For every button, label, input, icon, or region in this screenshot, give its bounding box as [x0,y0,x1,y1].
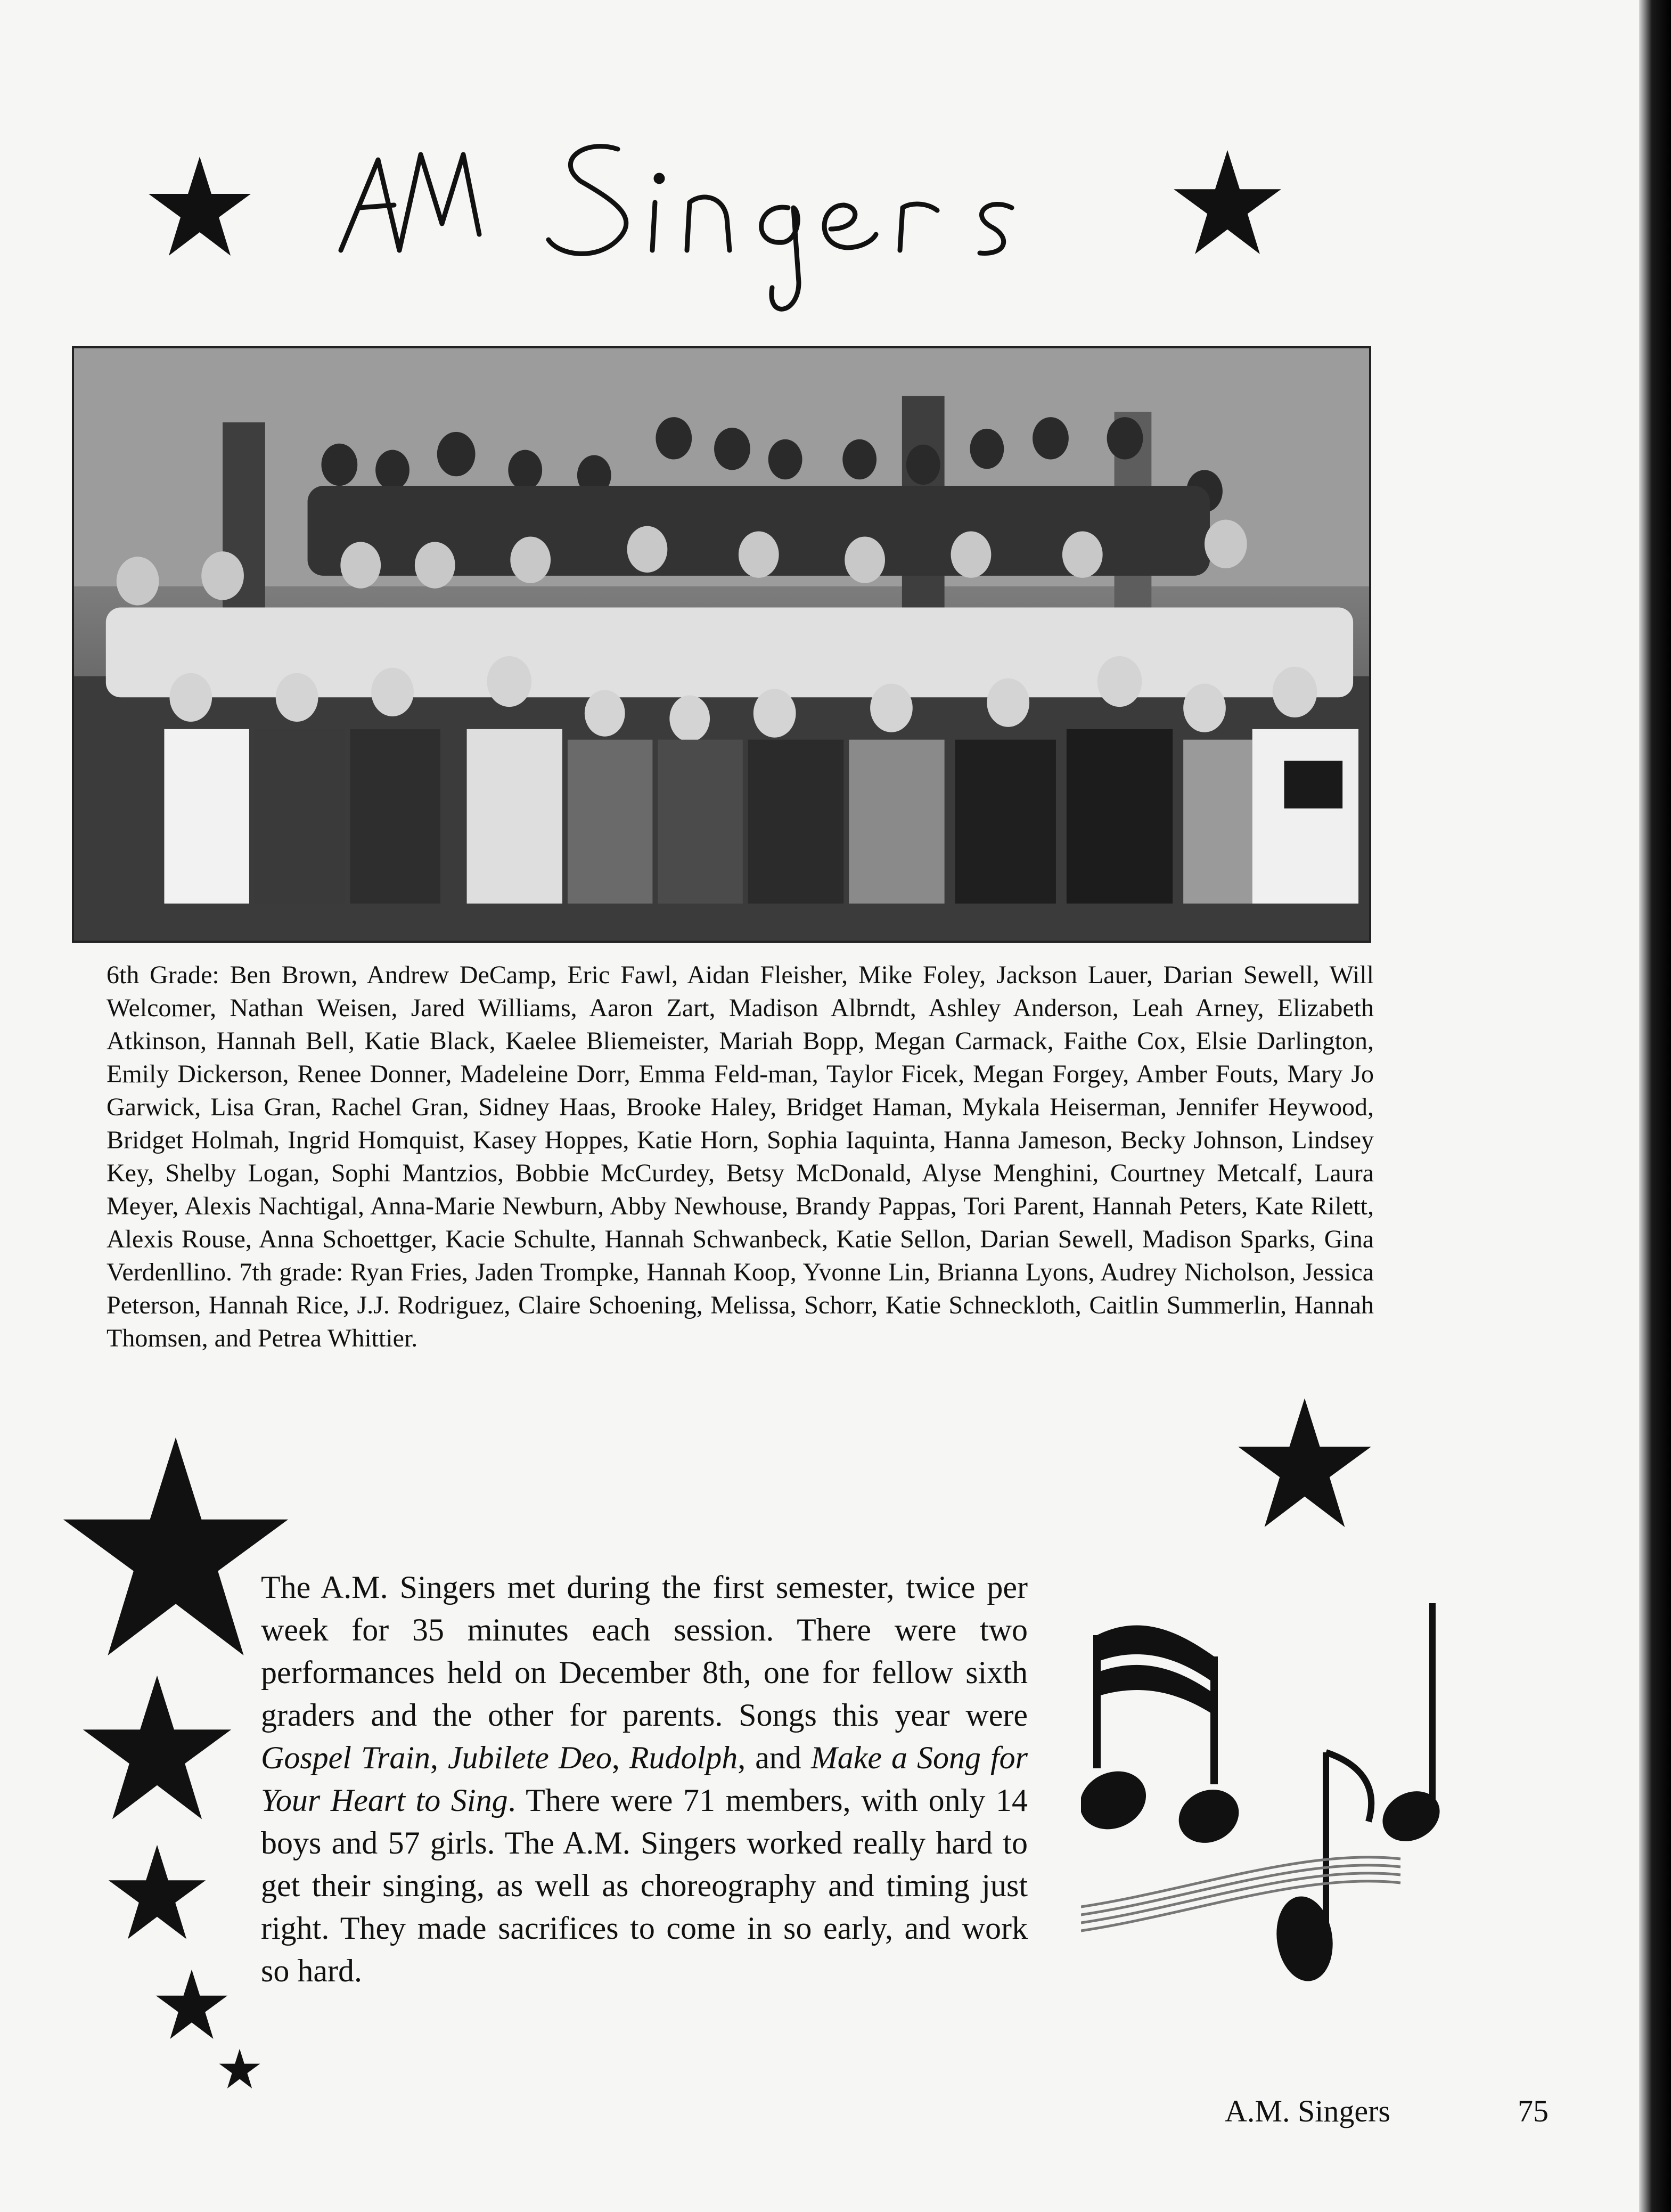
roster-caption: 6th Grade: Ben Brown, Andrew DeCamp, Eric Fawl, Aidan Fleisher, Mike Foley, Jackson Lauer, Darian Sewell, Will Welcomer, Nathan Weisen, Jared Williams, Aaron Zart, Madison Albrndt, Ashley Anderson, Leah Arney, Elizabeth Atkinson, Hannah Bell, Katie Black, Kaelee Bliemeister, Mariah Bopp, Megan Carmack, Faithe Cox, Elsie Darlington, Emily Dickerson, Renee Donner, Madeleine Dorr, Emma Feld-man, Taylor Ficek, Megan Forgey, Amber Fouts, Mary Jo Garwick, Lisa Gran, Rachel Gran, Sidney Haas, Brooke Haley, Bridget Haman, Mykala Heiserman, Jennifer Heywood, Bridget Holmah, Ingrid Homquist, Kasey Hoppes, Katie Horn, Sophia Iaquinta, Hanna Jameson, Becky Johnson, Lindsey Key, Shelby Logan, Sophi Mantzios, Bobbie McCurdey, Betsy McDonald, Alyse Menghini, Courtney Metcalf, Laura Meyer, Alexis Nachtigal, Anna-Marie Newburn, Abby Newhouse, Brandy Pappas, Tori Parent, Hannah Peters, Kate Rilett, Alexis Rouse, Anna Schoettger, Kacie Schulte, Hannah Schwanbeck, Katie Sellon, Darian Sewell, Madison Sparks, Gina Verdenllino. 7th grade: Ryan Fries, Jaden Trompke, Hannah Koop, Yvonne Lin, Brianna Lyons, Audrey Nicholson, Jessica Peterson, Hannah Rice, J.J. Rodriguez, Claire Schoening, Melissa, Schorr, Katie Schneckloth, Caitlin Summerlin, Hannah Thomsen, and Petrea Whittier. [107,961,1374,1352]
star-icon [154,1965,229,2045]
body-text-intro: The A.M. Singers met during the first semester, twice per week for 35 minutes each session. There were two performances held on December 8th, one for fellow sixth graders and the other for parents. Songs this year were [261,1570,1028,1733]
body-text-outro: . There were 71 members, with only 14 boys and 57 girls. The A.M. Singers worked really hard to get their singing, as well as choreography and timing just right. They made sacrifices to come in so early, and work so hard. [261,1783,1028,1988]
song-title: Jubilete Deo [448,1740,612,1775]
group-photo [72,346,1371,943]
music-note-icon [1081,1593,1464,1997]
page-title-lettering [320,128,1118,330]
page-number: 75 [1518,2094,1549,2128]
star-icon [107,1838,208,1949]
body-paragraph [261,1566,1028,1992]
star-icon [146,144,253,272]
song-title: Make a Song for Your Heart to Sing [261,1740,1028,1818]
star-icon [218,2045,261,2093]
star-icon [1172,138,1283,269]
song-title: Rudolph [629,1740,738,1775]
star-icon [80,1662,234,1838]
binding-edge [1639,0,1671,2212]
star-icon [1235,1395,1374,1534]
separator: , and [738,1740,811,1775]
footer-section-title: A.M. Singers [1225,2094,1390,2128]
separator: , [611,1740,629,1775]
song-title: Gospel Train [261,1740,431,1775]
separator: , [430,1740,448,1775]
